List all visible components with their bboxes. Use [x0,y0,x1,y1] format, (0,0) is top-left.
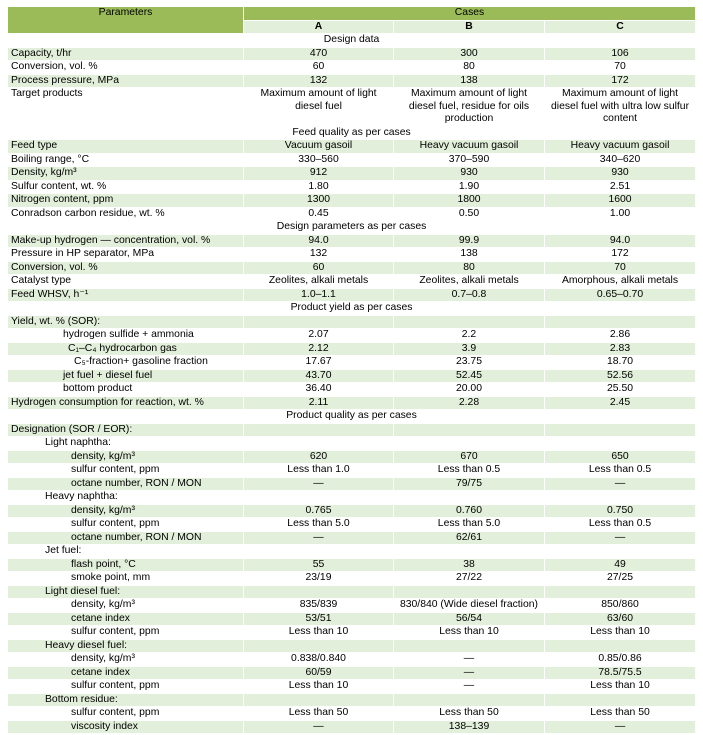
case-c-value: 1.00 [545,207,696,221]
case-b-value: 99.9 [394,234,545,248]
case-a-value: Less than 50 [244,707,394,721]
table-row [8,74,696,88]
parameters-table [7,6,696,734]
case-a-value: 2.11 [244,396,394,410]
case-b-value: 52.45 [394,369,545,383]
row-label: Light naphtha: [8,437,244,451]
row-label: Pressure in HP separator, MPa [8,248,244,262]
case-c-value: Less than 10 [545,680,696,694]
table-row [8,234,696,248]
case-a-value [244,545,394,559]
case-b-value: 80 [394,261,545,275]
table-row [8,639,696,653]
case-c-value: 2.86 [545,329,696,343]
case-a-value [244,693,394,707]
table-row [8,720,696,734]
case-c-value: 1600 [545,194,696,208]
case-a-value [244,437,394,451]
section-row [8,126,696,140]
case-a-value: 0.838/0.840 [244,653,394,667]
case-c-value: 49 [545,558,696,572]
row-label: sulfur content, ppm [8,464,244,478]
case-a-value: 912 [244,167,394,181]
row-label: Heavy naphtha: [8,491,244,505]
section-row [8,410,696,424]
case-c-value: 172 [545,74,696,88]
row-label: Target products [8,88,244,127]
case-c-value: — [545,477,696,491]
row-label: Process pressure, MPa [8,74,244,88]
table-row [8,612,696,626]
case-a-value: Maximum amount of light diesel fuel [244,88,394,127]
table-row [8,558,696,572]
section-title: Design data [8,34,696,48]
parameters-header: Parameters [8,7,244,34]
section-title: Product quality as per cases [8,410,696,424]
case-b-value: Less than 10 [394,626,545,640]
case-b-value: 20.00 [394,383,545,397]
case-b-value [394,315,545,329]
case-b-value: 62/61 [394,531,545,545]
case-a-value: Vacuum gasoil [244,140,394,154]
case-c-value: 18.70 [545,356,696,370]
table-row [8,153,696,167]
case-c-value [545,585,696,599]
case-a-value: 620 [244,450,394,464]
parameters-table-container [7,6,695,734]
table-row [8,450,696,464]
case-c-value: Heavy vacuum gasoil [545,140,696,154]
case-c-value [545,423,696,437]
row-label: Heavy diesel fuel: [8,639,244,653]
row-label: sulfur content, ppm [8,680,244,694]
case-a-value: 23/19 [244,572,394,586]
header-row [8,7,696,21]
case-c-value: 2.45 [545,396,696,410]
case-b-value: 2.2 [394,329,545,343]
row-label: octane number, RON / MON [8,477,244,491]
table-row [8,356,696,370]
row-label: Catalyst type [8,275,244,289]
section-row [8,302,696,316]
case-b-value: 56/54 [394,612,545,626]
table-row [8,423,696,437]
table-row [8,437,696,451]
row-label: C₅-fraction+ gasoline fraction [8,356,244,370]
row-label: Light diesel fuel: [8,585,244,599]
table-row [8,261,696,275]
row-label: Density, kg/m³ [8,167,244,181]
table-row [8,248,696,262]
case-a-value: 2.07 [244,329,394,343]
table-row [8,275,696,289]
table-row [8,342,696,356]
case-a-value: 2.12 [244,342,394,356]
table-row [8,599,696,613]
case-b-value: 138 [394,74,545,88]
case-b-value: 3.9 [394,342,545,356]
case-b-value: 0.7–0.8 [394,288,545,302]
case-c-value: 27/25 [545,572,696,586]
section-title: Design parameters as per cases [8,221,696,235]
row-label: Feed WHSV, h⁻¹ [8,288,244,302]
case-b-value: 79/75 [394,477,545,491]
case-c-value [545,639,696,653]
table-row [8,585,696,599]
case-b-value [394,423,545,437]
row-label: smoke point, mm [8,572,244,586]
case-c-value: Amorphous, alkali metals [545,275,696,289]
table-row [8,504,696,518]
section-row [8,34,696,48]
case-c-value: 106 [545,47,696,61]
case-a-value: Less than 1.0 [244,464,394,478]
table-row [8,680,696,694]
table-row [8,369,696,383]
case-a-value: 60 [244,61,394,75]
row-label: sulfur content, ppm [8,518,244,532]
table-row [8,518,696,532]
case-c-value: — [545,720,696,734]
case-c-value: 850/860 [545,599,696,613]
table-row [8,707,696,721]
table-row [8,207,696,221]
case-c-value [545,545,696,559]
case-a-value [244,491,394,505]
table-row [8,140,696,154]
row-label: density, kg/m³ [8,504,244,518]
case-a-value [244,585,394,599]
case-c-value: Less than 50 [545,707,696,721]
case-a-value: 1.80 [244,180,394,194]
row-label: density, kg/m³ [8,599,244,613]
case-c-value: 930 [545,167,696,181]
row-label: sulfur content, ppm [8,707,244,721]
case-a-value: 132 [244,74,394,88]
case-a-value: 470 [244,47,394,61]
case-c-value: 52.56 [545,369,696,383]
case-b-value: — [394,666,545,680]
table-row [8,329,696,343]
case-c-value: — [545,531,696,545]
case-b-value: 370–590 [394,153,545,167]
case-b-value: 0.760 [394,504,545,518]
case-b-value: 2.28 [394,396,545,410]
case-b-value: Less than 50 [394,707,545,721]
row-label: Bottom residue: [8,693,244,707]
table-row [8,194,696,208]
case-a-value: 132 [244,248,394,262]
case-a-value: — [244,531,394,545]
case-a-value: 94.0 [244,234,394,248]
case-b-value: Maximum amount of light diesel fuel, residue for oils production [394,88,545,127]
case-a-value: 1300 [244,194,394,208]
table-row [8,383,696,397]
section-title: Feed quality as per cases [8,126,696,140]
section-title: Product yield as per cases [8,302,696,316]
case-b-value: 138–139 [394,720,545,734]
row-label: Nitrogen content, ppm [8,194,244,208]
case-c-value: 340–620 [545,153,696,167]
case-a-value: 17.67 [244,356,394,370]
case-c-value: 2.51 [545,180,696,194]
row-label: Jet fuel: [8,545,244,559]
case-b-value: 23.75 [394,356,545,370]
case-b-value: 1800 [394,194,545,208]
case-c-value: 63/60 [545,612,696,626]
row-label: cetane index [8,612,244,626]
case-c-value: 0.85/0.86 [545,653,696,667]
case-a-value [244,423,394,437]
table-row [8,315,696,329]
row-label: Yield, wt. % (SOR): [8,315,244,329]
case-c-value: 172 [545,248,696,262]
case-a-value: 36.40 [244,383,394,397]
row-label: Conversion, vol. % [8,61,244,75]
case-b-value: 1.90 [394,180,545,194]
table-row [8,88,696,127]
case-b-value: 80 [394,61,545,75]
table-row [8,61,696,75]
row-label: Conradson carbon residue, wt. % [8,207,244,221]
case-c-value [545,693,696,707]
table-row [8,572,696,586]
case-b-value [394,639,545,653]
case-a-value: 53/51 [244,612,394,626]
cases-header: Cases [244,7,696,21]
case-a-value: 835/839 [244,599,394,613]
case-a-value: — [244,720,394,734]
case-a-value [244,639,394,653]
case-c-value: 0.65–0.70 [545,288,696,302]
row-label: viscosity index [8,720,244,734]
row-label: density, kg/m³ [8,450,244,464]
case-c-value: 78.5/75.5 [545,666,696,680]
case-c-value: Less than 10 [545,626,696,640]
case-b-value: Less than 0.5 [394,464,545,478]
table-row [8,545,696,559]
row-label: C₁–C₄ hydrocarbon gas [8,342,244,356]
table-row [8,477,696,491]
case-a-value: 43.70 [244,369,394,383]
case-c-value [545,315,696,329]
case-b-value: 670 [394,450,545,464]
case-a-value: 330–560 [244,153,394,167]
case-b-value: 27/22 [394,572,545,586]
case-a-value: Less than 10 [244,680,394,694]
row-label: flash point, °C [8,558,244,572]
case-a-value: Zeolites, alkali metals [244,275,394,289]
case-c-value: 25.50 [545,383,696,397]
row-label: hydrogen sulfide + ammonia [8,329,244,343]
case-b-value: Zeolites, alkali metals [394,275,545,289]
case-c-value: 70 [545,61,696,75]
case-a-value: — [244,477,394,491]
case-a-value: 55 [244,558,394,572]
table-body [8,7,696,734]
case-c-value [545,491,696,505]
case-b-value [394,545,545,559]
case-b-value: 830/840 (Wide diesel fraction) [394,599,545,613]
case-a-value: 0.45 [244,207,394,221]
case-b-value: — [394,653,545,667]
case-b-value [394,437,545,451]
case-c-value: 94.0 [545,234,696,248]
case-c-value: 70 [545,261,696,275]
case-b-value: 300 [394,47,545,61]
case-a-value: Less than 10 [244,626,394,640]
row-label: cetane index [8,666,244,680]
row-label: Sulfur content, wt. % [8,180,244,194]
table-row [8,180,696,194]
table-row [8,531,696,545]
table-row [8,167,696,181]
case-c-value: 0.750 [545,504,696,518]
case-c-value [545,437,696,451]
row-label: octane number, RON / MON [8,531,244,545]
case-c-value: 2.83 [545,342,696,356]
case-b-value: Heavy vacuum gasoil [394,140,545,154]
case-c-value: Less than 0.5 [545,518,696,532]
row-label: Feed type [8,140,244,154]
case-c-value: Maximum amount of light diesel fuel with ultra low sulfur content [545,88,696,127]
table-row [8,47,696,61]
case-a-value: 60 [244,261,394,275]
table-row [8,491,696,505]
case-b-value: 930 [394,167,545,181]
case-b-value: 0.50 [394,207,545,221]
case-c-header: C [545,20,696,34]
case-b-value: Less than 5.0 [394,518,545,532]
case-b-value [394,585,545,599]
row-label: Capacity, t/hr [8,47,244,61]
row-label: Hydrogen consumption for reaction, wt. % [8,396,244,410]
table-row [8,626,696,640]
case-b-header: B [394,20,545,34]
case-a-value: 60/59 [244,666,394,680]
row-label: Make-up hydrogen — concentration, vol. % [8,234,244,248]
row-label: jet fuel + diesel fuel [8,369,244,383]
table-row [8,396,696,410]
row-label: Boiling range, °C [8,153,244,167]
row-label: Designation (SOR / EOR): [8,423,244,437]
row-label: density, kg/m³ [8,653,244,667]
table-row [8,666,696,680]
case-c-value: 650 [545,450,696,464]
row-label: Conversion, vol. % [8,261,244,275]
case-b-value: — [394,680,545,694]
case-b-value [394,491,545,505]
case-b-value [394,693,545,707]
case-a-header: A [244,20,394,34]
case-a-value [244,315,394,329]
table-row [8,653,696,667]
case-b-value: 138 [394,248,545,262]
case-b-value: 38 [394,558,545,572]
case-a-value: 1.0–1.1 [244,288,394,302]
table-row [8,288,696,302]
case-c-value: Less than 0.5 [545,464,696,478]
case-a-value: Less than 5.0 [244,518,394,532]
table-row [8,464,696,478]
row-label: sulfur content, ppm [8,626,244,640]
row-label: bottom product [8,383,244,397]
case-a-value: 0.765 [244,504,394,518]
table-row [8,693,696,707]
section-row [8,221,696,235]
